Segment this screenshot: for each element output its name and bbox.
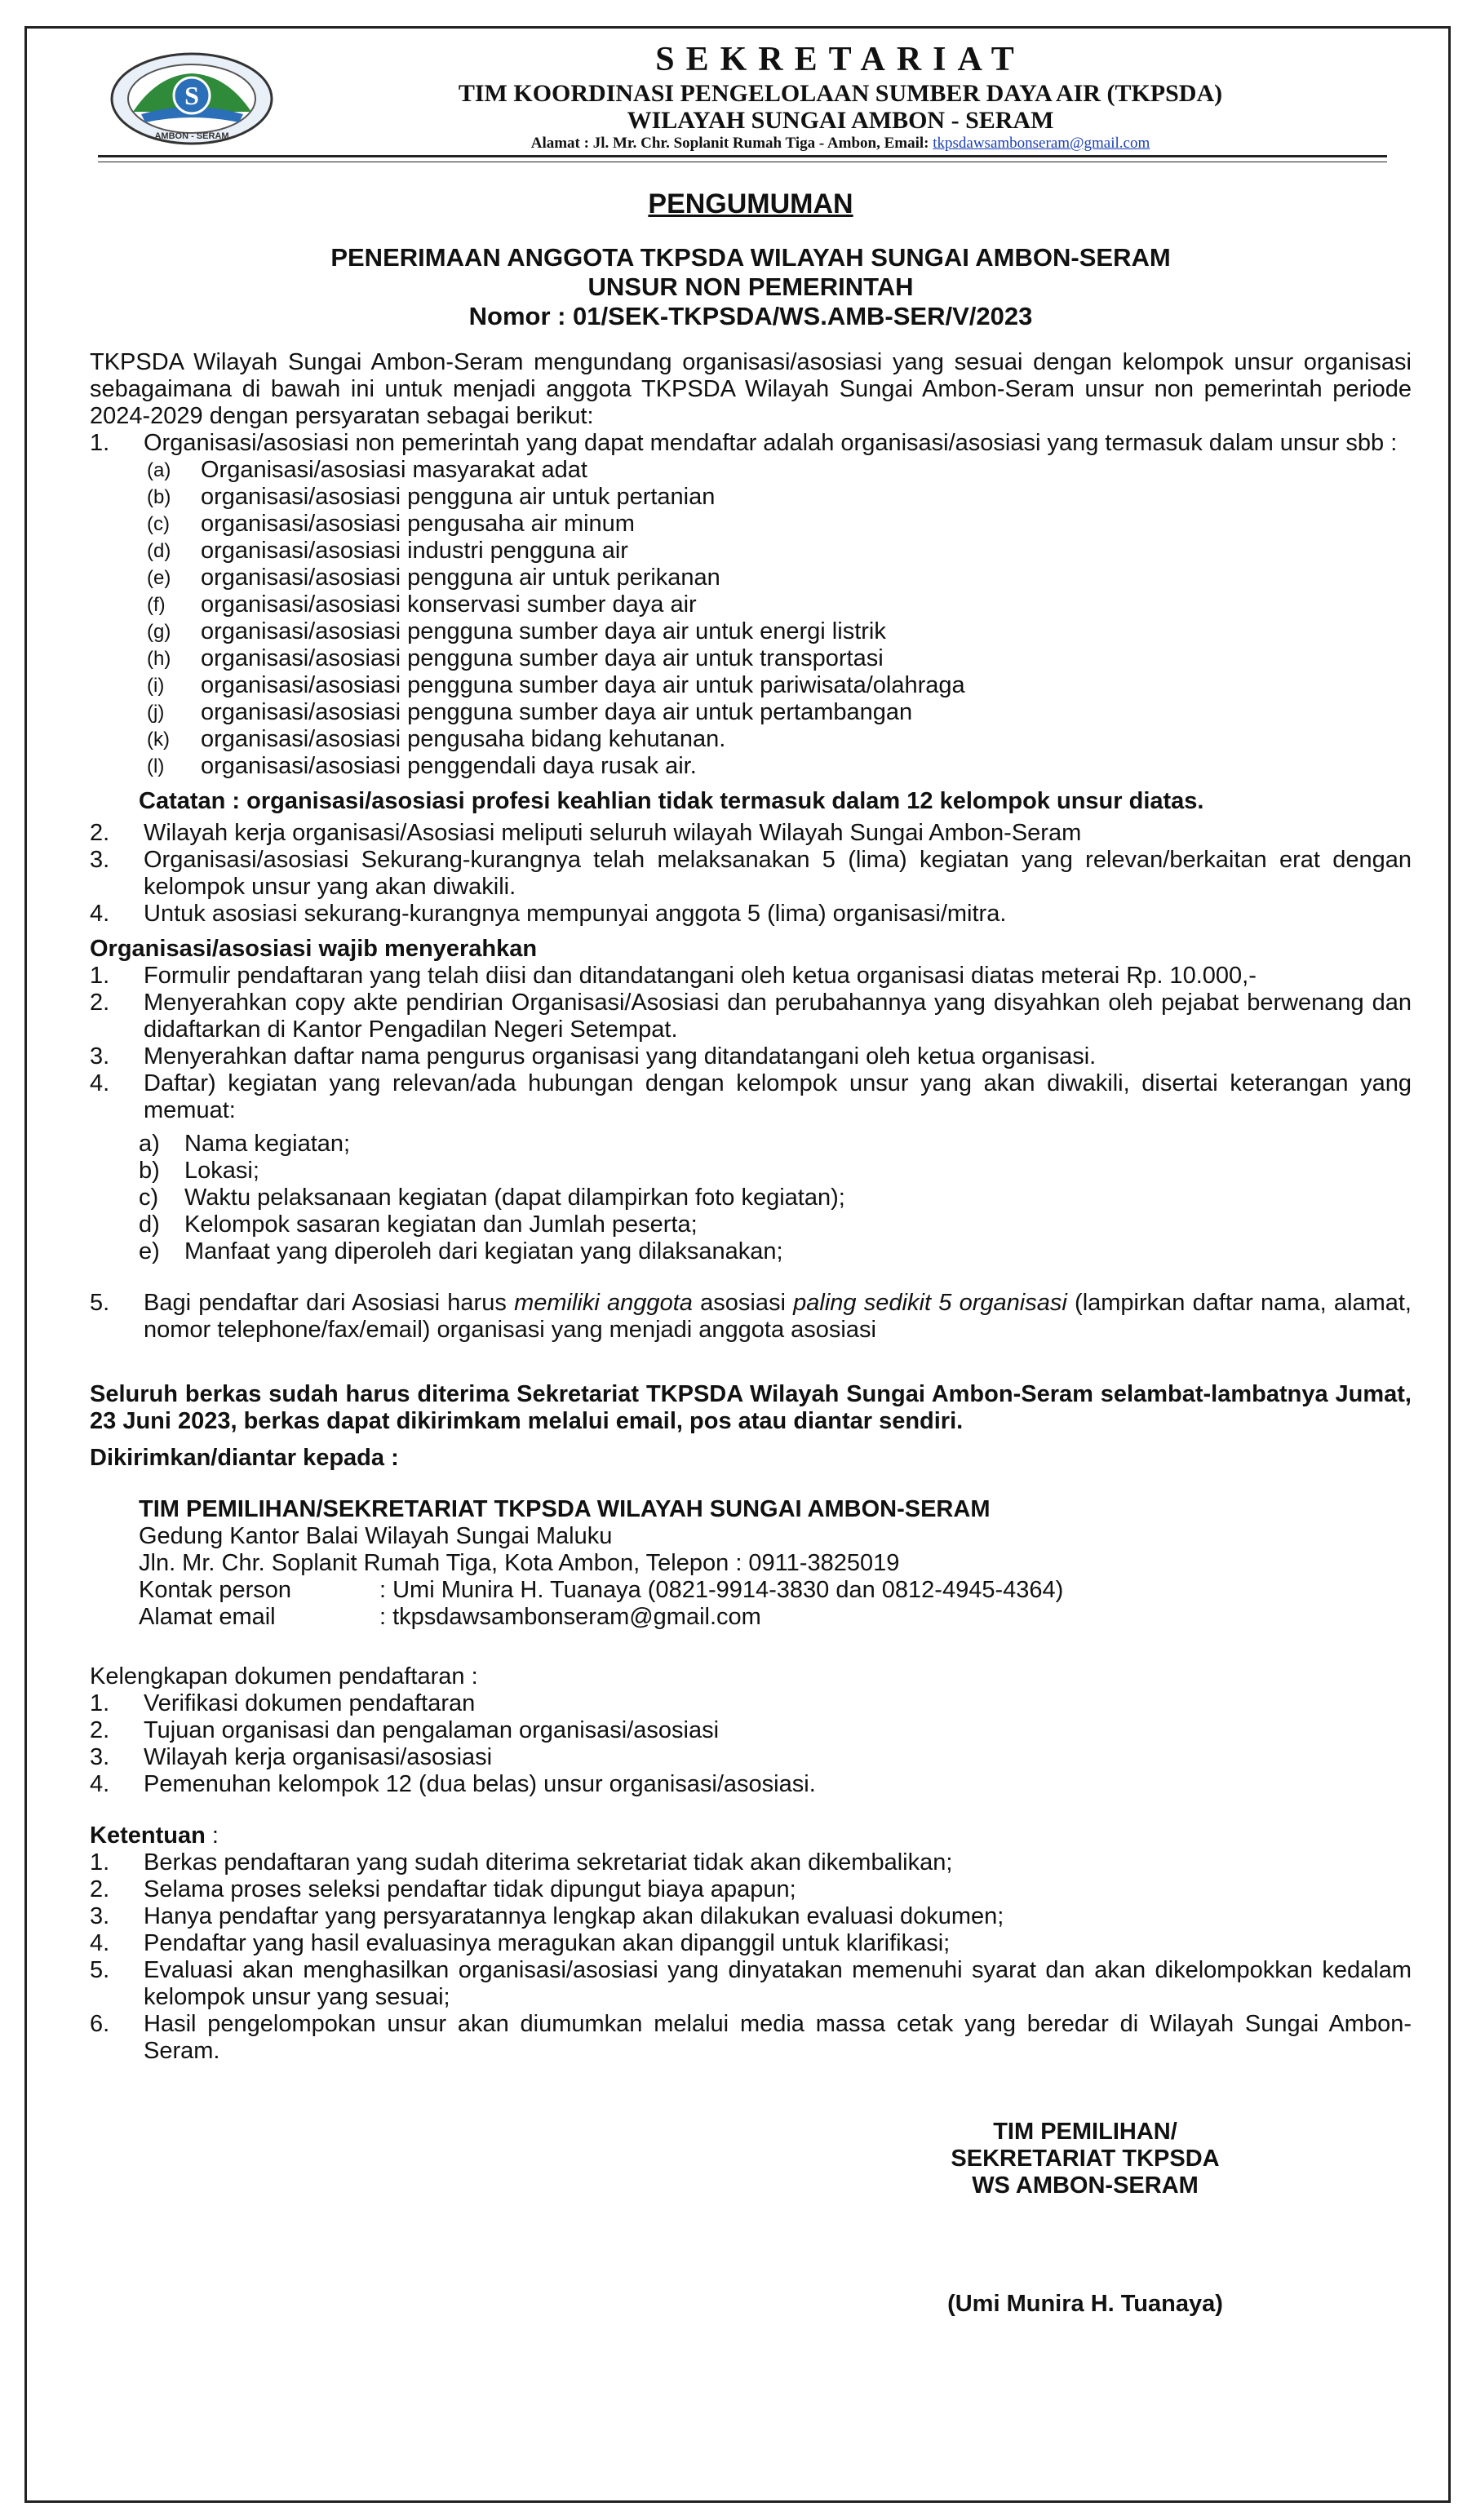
member-group-item: (k) organisasi/asosiasi pengusaha bidang kehutanan.	[147, 726, 726, 752]
letterhead-title: SEKRETARIAT	[655, 41, 1026, 78]
submission-5: 5. Bagi pendaftar dari Asosiasi harus memiliki anggota asosiasi paling sedikit 5 organisasi (lampirkan daftar nama, alamat, nomor telephone/fax/email) organisasi yang menjadi anggota asosiasi	[90, 1290, 1412, 1343]
provision-item: 1. Berkas pendaftaran yang sudah diterima sekretariat tidak akan dikembalikan;	[90, 1849, 953, 1876]
tkpsda-logo	[109, 51, 276, 147]
member-group-item: (f) organisasi/asosiasi konservasi sumber daya air	[147, 591, 697, 618]
contact-address: Jln. Mr. Chr. Soplanit Rumah Tiga, Kota Ambon, Telepon : 0911-3825019	[139, 1550, 900, 1576]
submission-1: 1. Formulir pendaftaran yang telah diisi dan ditandatangani oleh ketua organisasi diatas meterai Rp. 10.000,-	[90, 963, 1257, 989]
requirement-4: 4. Untuk asosiasi sekurang-kurangnya mempunyai anggota 5 (lima) organisasi/mitra.	[90, 901, 1007, 927]
requirement-2: 2. Wilayah kerja organisasi/Asosiasi meliputi seluruh wilayah Wilayah Sungai Ambon-Seram	[90, 820, 1082, 846]
activity-detail-item: d) Kelompok sasaran kegiatan dan Jumlah peserta;	[139, 1211, 698, 1238]
provision-item: 5. Evaluasi akan menghasilkan organisasi/asosiasi yang dinyatakan memenuhi syarat dan akan dikelompokkan kedalam kelompok unsur yang sesuai;	[90, 1957, 1412, 2010]
letterhead	[294, 39, 1387, 153]
send-to-label: Dikirimkan/diantar kepada :	[90, 1445, 399, 1471]
requirement-1: 1. Organisasi/asosiasi non pemerintah yang dapat mendaftar adalah organisasi/asosiasi yang termasuk dalam unsur sbb :	[90, 430, 1398, 456]
provision-item: 3. Hanya pendaftar yang persyaratannya lengkap akan dilakukan evaluasi dokumen;	[90, 1903, 1004, 1929]
member-group-item: (b) organisasi/asosiasi pengguna air untuk pertanian	[147, 484, 716, 510]
signature-line-1: TIM PEMILIHAN/	[993, 2119, 1177, 2145]
note: Catatan : organisasi/asosiasi profesi keahlian tidak termasuk dalam 12 kelompok unsur diatas.	[139, 788, 1204, 814]
member-group-item: (a) Organisasi/asosiasi masyarakat adat	[147, 457, 587, 483]
contact-org: TIM PEMILIHAN/SEKRETARIAT TKPSDA WILAYAH SUNGAI AMBON-SERAM	[139, 1496, 991, 1522]
activity-detail-item: a) Nama kegiatan;	[139, 1131, 351, 1157]
member-group-item: (l) organisasi/asosiasi penggendali daya rusak air.	[147, 753, 697, 779]
contact-block	[139, 1496, 1412, 1631]
member-group-item: (i) organisasi/asosiasi pengguna sumber daya air untuk pariwisata/olahraga	[147, 672, 965, 698]
intro-paragraph: TKPSDA Wilayah Sungai Ambon-Seram mengundang organisasi/asosiasi yang sesuai dengan kelompok unsur organisasi sebagaimana di bawah ini untuk menjadi anggota TKPSDA Wilayah Sungai Ambon-Seram unsur non pemerintah periode 2024-2029 dengan persyaratan sebagai berikut:	[90, 349, 1412, 429]
signatory-name: (Umi Munira H. Tuanaya)	[947, 2291, 1223, 2317]
subtitle-2: UNSUR NON PEMERINTAH	[587, 272, 914, 301]
document-item: 2. Tujuan organisasi dan pengalaman organisasi/asosiasi	[90, 1717, 720, 1743]
signature-line-2: SEKRETARIAT TKPSDA	[951, 2146, 1220, 2172]
provision-item: 2. Selama proses seleksi pendaftar tidak dipungut biaya apapun;	[90, 1876, 796, 1902]
header-divider	[98, 155, 1387, 157]
subtitle: PENERIMAAN ANGGOTA TKPSDA WILAYAH SUNGAI AMBON-SERAM	[330, 243, 1171, 272]
page-title: PENGUMUMAN	[648, 188, 853, 219]
requirement-3: 3. Organisasi/asosiasi Sekurang-kurangnya telah melaksanakan 5 (lima) kegiatan yang relevan/berkaitan erat dengan kelompok unsur yang akan diwakili.	[90, 847, 1412, 900]
activity-details-list	[90, 1131, 1412, 1265]
logo-caption: AMBON - SERAM	[154, 131, 229, 141]
documents-heading: Kelengkapan dokumen pendaftaran :	[90, 1663, 478, 1690]
contact-email-row: Alamat email : tkpsdawsambonseram@gmail.com	[139, 1604, 761, 1630]
deadline-notice: Seluruh berkas sudah harus diterima Sekretariat TKPSDA Wilayah Sungai Ambon-Seram selambat-lambatnya Jumat, 23 Juni 2023, berkas dapat dikirimkam melalui email, pos atau diantar sendiri.	[90, 1381, 1412, 1434]
submission-2: 2. Menyerahkan copy akte pendirian Organisasi/Asosiasi dan perubahannya yang disyahkan oleh pejabat berwenang dan didaftarkan di Kantor Pengadilan Negeri Setempat.	[90, 990, 1412, 1043]
provision-item: 4. Pendaftar yang hasil evaluasinya meragukan akan dipanggil untuk klarifikasi;	[90, 1930, 951, 1956]
letterhead-address: Alamat : Jl. Mr. Chr. Soplanit Rumah Tiga - Ambon, Email: tkpsdawsambonseram@gmail.com	[530, 135, 1150, 152]
signature-line-3: WS AMBON-SERAM	[972, 2172, 1199, 2199]
contact-email-link[interactable]: : tkpsdawsambonseram@gmail.com	[379, 1604, 761, 1630]
member-group-item: (g) organisasi/asosiasi pengguna sumber daya air untuk energi listrik	[147, 618, 886, 644]
activity-detail-item: e) Manfaat yang diperoleh dari kegiatan yang dilaksanakan;	[139, 1238, 783, 1264]
member-group-item: (h) organisasi/asosiasi pengguna sumber daya air untuk transportasi	[147, 645, 884, 671]
activity-detail-item: c) Waktu pelaksanaan kegiatan (dapat dilampirkan foto kegiatan);	[139, 1185, 845, 1211]
submission-4: 4. Daftar) kegiatan yang relevan/ada hubungan dengan kelompok unsur yang akan diwakili, disertai keterangan yang memuat:	[90, 1070, 1412, 1123]
contact-person-row: Kontak person : Umi Munira H. Tuanaya (0821-9914-3830 dan 0812-4945-4364)	[139, 1577, 1064, 1603]
document-item: 4. Pemenuhan kelompok 12 (dua belas) unsur organisasi/asosiasi.	[90, 1771, 816, 1797]
submission-heading: Organisasi/asosiasi wajib menyerahkan	[90, 936, 538, 962]
svg-text:S: S	[184, 81, 199, 110]
provisions-list	[90, 1849, 1412, 2065]
provision-item: 6. Hasil pengelompokan unsur akan diumumkan melalui media massa cetak yang beredar di Wilayah Sungai Ambon-Seram.	[90, 2011, 1412, 2064]
member-group-item: (e) organisasi/asosiasi pengguna air untuk perikanan	[147, 565, 720, 591]
document-item: 3. Wilayah kerja organisasi/asosiasi	[90, 1744, 493, 1770]
documents-list	[90, 1690, 1412, 1798]
member-group-item: (d) organisasi/asosiasi industri pengguna air	[147, 538, 628, 564]
member-groups-list	[90, 457, 1412, 780]
document-number: Nomor : 01/SEK-TKPSDA/WS.AMB-SER/V/2023	[468, 302, 1033, 330]
letterhead-email-link[interactable]: tkpsdawsambonseram@gmail.com	[933, 135, 1150, 152]
submission-3: 3. Menyerahkan daftar nama pengurus organisasi yang ditandatangani oleh ketua organisasi.	[90, 1043, 1097, 1070]
announcement-body	[90, 188, 1412, 2318]
member-group-item: (j) organisasi/asosiasi pengguna sumber daya air untuk pertambangan	[147, 699, 913, 725]
contact-building: Gedung Kantor Balai Wilayah Sungai Maluku	[139, 1523, 613, 1549]
letterhead-org: TIM KOORDINASI PENGELOLAAN SUMBER DAYA AIR (TKPSDA)	[458, 80, 1223, 107]
signature-block	[873, 2119, 1297, 2318]
document-item: 1. Verifikasi dokumen pendaftaran	[90, 1690, 476, 1716]
member-group-item: (c) organisasi/asosiasi pengusaha air minum	[147, 511, 635, 537]
letterhead-region: WILAYAH SUNGAI AMBON - SERAM	[627, 107, 1054, 134]
activity-detail-item: b) Lokasi;	[139, 1158, 259, 1184]
provisions-heading: Ketentuan :	[90, 1822, 219, 1849]
